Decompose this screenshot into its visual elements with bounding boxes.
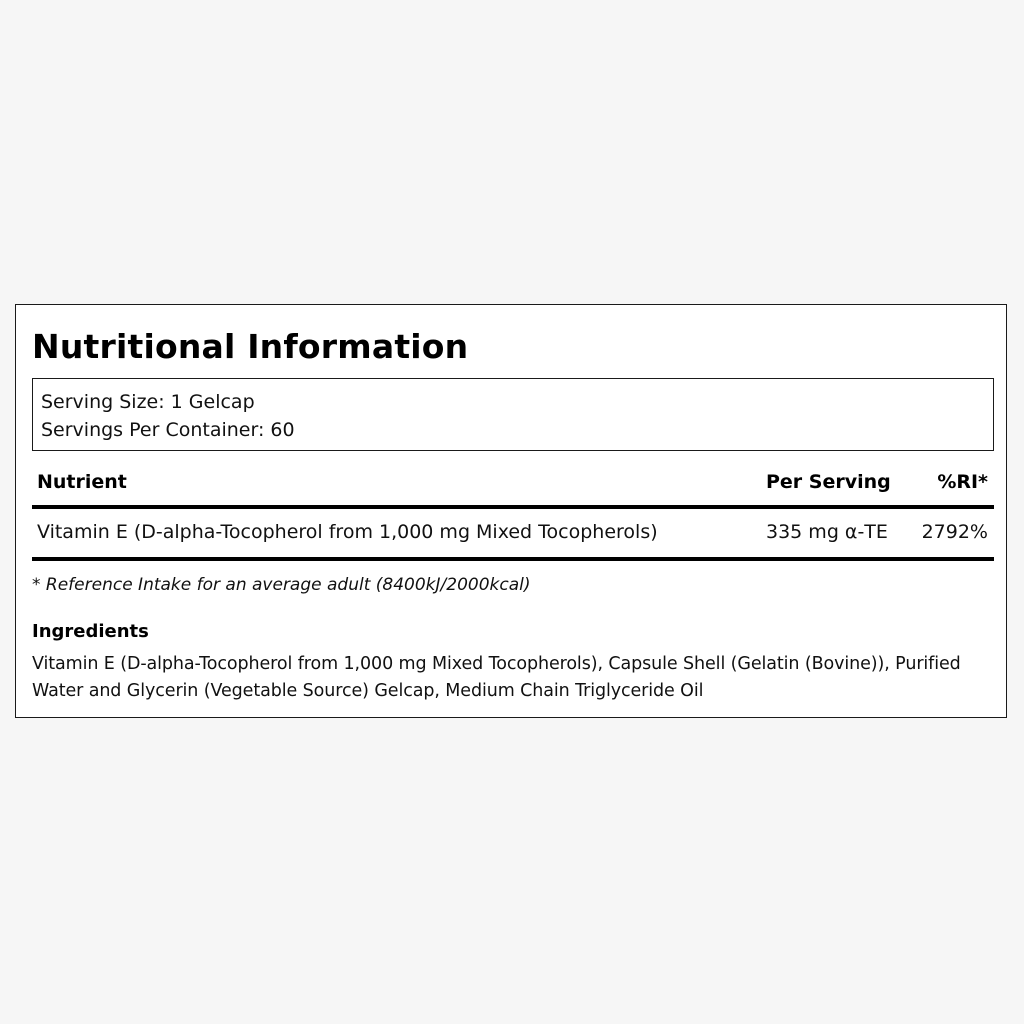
header-nutrient: Nutrient bbox=[37, 471, 127, 493]
servings-per-container: Servings Per Container: 60 bbox=[41, 419, 295, 441]
header-ri: %RI* bbox=[937, 471, 988, 493]
nutrient-table bbox=[32, 465, 994, 561]
ri-footnote: * Reference Intake for an average adult (8400kJ/2000kcal) bbox=[32, 575, 531, 595]
ingredients-text: Vitamin E (D-alpha-Tocopherol from 1,000 mg Mixed Tocopherols), Capsule Shell (Gelatin (Bovine)), Purified Water and Glycerin (Vegetable Source) Gelcap, Medium Chain Triglyceride Oil bbox=[32, 654, 961, 701]
table-header-row bbox=[32, 465, 994, 509]
serving-size: Serving Size: 1 Gelcap bbox=[41, 391, 255, 413]
table-row bbox=[32, 509, 994, 561]
ingredients-heading: Ingredients bbox=[32, 621, 149, 642]
panel-title: Nutritional Information bbox=[32, 327, 469, 366]
cell-ri: 2792% bbox=[921, 521, 988, 543]
cell-per-serving: 335 mg α-TE bbox=[766, 521, 888, 543]
header-per-serving: Per Serving bbox=[766, 471, 891, 493]
cell-nutrient: Vitamin E (D-alpha-Tocopherol from 1,000 mg Mixed Tocopherols) bbox=[37, 521, 658, 543]
serving-info-box bbox=[32, 378, 994, 451]
nutrition-panel bbox=[15, 304, 1007, 718]
